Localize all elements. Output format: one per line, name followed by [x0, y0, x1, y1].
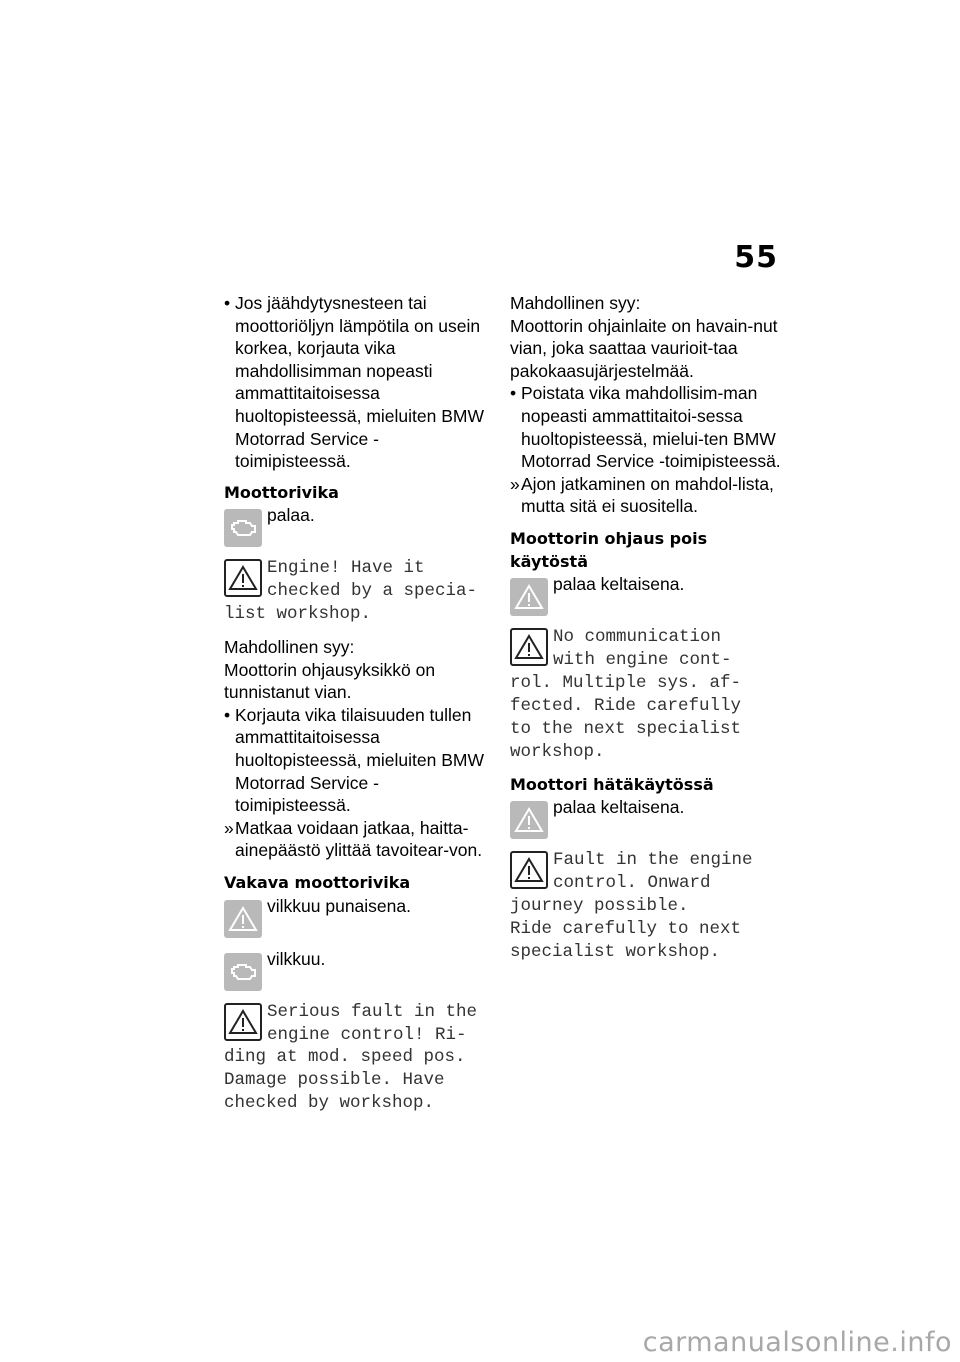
warn2-line5: checked by workshop.: [224, 1093, 435, 1114]
warn3-line5: to the next specialist: [510, 718, 742, 739]
heading-line1: Moottorin ohjaus pois: [510, 528, 708, 548]
warn2-line3: ding at mod. speed pos.: [224, 1047, 466, 1068]
warn3-line1: No communication: [553, 627, 722, 648]
warn4-line5: specialist workshop.: [510, 941, 721, 962]
heading-moottorivika: Moottorivika: [224, 482, 339, 502]
right-column: [510, 292, 782, 964]
heading-hatakaytossa: Moottori hätäkäytössä: [510, 774, 714, 794]
warning-indicator-row: [224, 895, 486, 938]
bullet-dot: •: [510, 383, 517, 404]
emergency-warning-row: [510, 796, 782, 839]
emergency-warning-text: palaa keltaisena.: [553, 797, 685, 818]
warning-triangle-icon: [510, 578, 548, 616]
warning-triangle-outline-icon: [224, 559, 262, 597]
heading-ohjaus-pois-kaytosta: [510, 528, 782, 573]
warning-message-1: [224, 557, 486, 626]
engine-check-icon: [224, 953, 262, 991]
warning-indicator-text: vilkkuu punaisena.: [267, 895, 411, 916]
warning-message-3: [510, 626, 782, 763]
warn4-line2: control. Onward: [553, 873, 711, 894]
warn4-line4: Ride carefully to next: [510, 918, 742, 939]
engine-check-icon: [224, 509, 262, 547]
bullet-arrow: »: [224, 817, 234, 838]
yellow-warning-row: [510, 573, 782, 616]
engine-indicator-row: [224, 504, 486, 547]
bullet-dot: •: [224, 704, 231, 725]
warn3-line3: rol. Multiple sys. af-: [510, 672, 742, 693]
bullet-dot: •: [224, 293, 231, 313]
warn3-line6: workshop.: [510, 741, 605, 762]
fix-bullet-text: Korjauta vika tilaisuuden tullen ammattitaitoisessa huoltopisteessä, mieluiten BMW Motorrad Service -toimipisteessä.: [235, 704, 484, 816]
cause-text-right: Moottorin ohjainlaite on havain-nut vian, joka saattaa vaurioit-taa pakokaasujärjestelmää.: [510, 315, 778, 381]
heading-vakava-moottorivika: Vakava moottorivika: [224, 873, 411, 892]
warn3-line4: fected. Ride carefully: [510, 695, 742, 716]
watermark: carmanualsonline.info: [642, 1327, 952, 1358]
bullet-arrow: »: [510, 473, 520, 494]
left-column: [224, 292, 486, 1115]
engine-blink-row: [224, 948, 486, 991]
cause-label-right: Mahdollinen syy:: [510, 293, 641, 313]
heading-line2: käytöstä: [510, 551, 588, 571]
intro-bullet-text: Jos jäähdytysnesteen tai moottoriöljyn lämpötila on usein korkea, korjauta vika mahdollisimman nopeasti ammattitaitoisessa huoltopisteessä, mieluiten BMW Motorrad Service -toimipisteessä.: [235, 293, 484, 472]
warn1-line2: checked by a specia-: [267, 581, 478, 602]
engine-indicator-text: palaa.: [267, 505, 315, 526]
warn2-line4: Damage possible. Have: [224, 1070, 445, 1091]
warn1-line1: Engine! Have it: [267, 558, 425, 579]
warning-triangle-outline-icon: [510, 628, 548, 666]
engine-blink-text: vilkkuu.: [267, 948, 326, 969]
warn4-line3: journey possible.: [510, 895, 689, 916]
result-bullet-right: [510, 473, 782, 518]
result-bullet-right-text: Ajon jatkaminen on mahdol-lista, mutta sitä ei suositella.: [521, 473, 774, 517]
fix-bullet: [224, 704, 486, 817]
warn3-line2: with engine cont-: [553, 650, 732, 671]
intro-bullet: [224, 292, 486, 473]
cause-label: Mahdollinen syy:: [224, 637, 355, 658]
warning-message-4: [510, 849, 782, 964]
result-bullet-text: Matkaa voidaan jatkaa, haitta-ainepäästö ylittää tavoitear-von.: [235, 817, 483, 861]
fix-bullet-right-text: Poistata vika mahdollisim-man nopeasti ammattitaitoi-sessa huoltopisteessä, mielui-ten BMW Motorrad Service -toimipisteessä.: [521, 383, 781, 472]
page-number: 55: [734, 240, 778, 275]
warning-triangle-outline-icon: [224, 1003, 262, 1041]
result-bullet: [224, 817, 486, 862]
warning-message-2: [224, 1001, 486, 1116]
yellow-warning-text: palaa keltaisena.: [553, 574, 685, 595]
fix-bullet-right: [510, 382, 782, 472]
warn2-line1: Serious fault in the: [267, 1001, 478, 1022]
warn2-line2: engine control! Ri-: [267, 1024, 467, 1045]
warning-triangle-icon: [510, 801, 548, 839]
cause-text: Moottorin ohjausyksikkö on tunnistanut vian.: [224, 659, 436, 703]
warning-triangle-outline-icon: [510, 851, 548, 889]
warning-triangle-icon: [224, 900, 262, 938]
warn4-line1: Fault in the engine: [553, 850, 753, 871]
warn1-line3: list workshop.: [224, 604, 372, 625]
